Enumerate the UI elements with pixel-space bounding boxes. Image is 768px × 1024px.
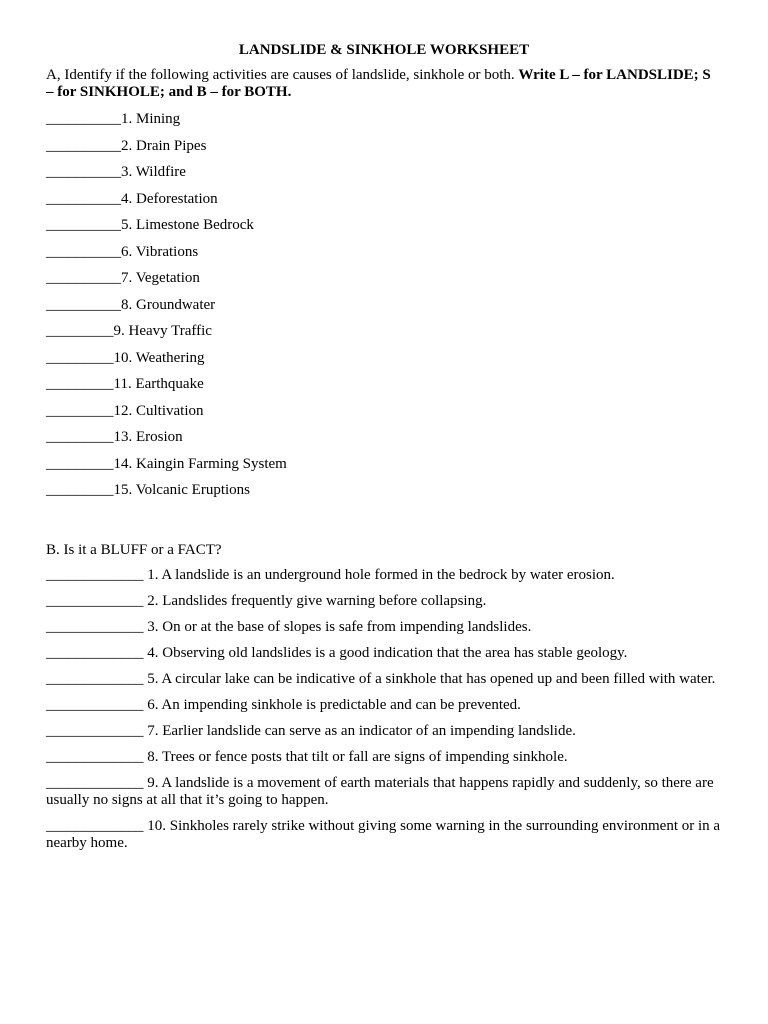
section-a-item-1 [46,110,722,128]
answer-blank[interactable]: _____________ [46,567,144,583]
statement-text: 6. An impending sinkhole is predictable and can be prevented. [143,697,521,713]
section-b-title: B. Is it a BLUFF or a FACT? [46,542,222,558]
worksheet-page [46,40,722,861]
item-text: 3. Wildfire [121,164,186,180]
answer-blank[interactable]: _____________ [46,749,144,765]
statement-text: 7. Earlier landslide can serve as an indicator of an impending landslide. [143,723,576,739]
answer-blank[interactable]: _________ [46,323,114,339]
item-text: 12. Cultivation [113,402,204,419]
answer-blank[interactable]: __________ [46,137,121,154]
item-text: 15. Volcanic Eruptions [113,482,251,498]
answer-blank[interactable]: _____________ [46,723,144,739]
statement-text: 5. A circular lake can be indicative of a sinkhole that has opened up and been filled with water. [143,671,716,687]
statement-text: 10. Sinkholes rarely strike without giving some warning in the surrounding environment or in a nearby home. [46,818,721,851]
answer-blank[interactable]: __________ [46,190,121,207]
section-b-list [46,567,722,852]
section-b-item-1 [46,567,722,584]
answer-blank[interactable]: _____________ [46,697,144,713]
section-a-item-5 [46,216,722,234]
answer-blank[interactable]: _____________ [46,671,144,687]
section-b-item-5 [46,671,722,688]
item-text: 8. Groundwater [121,296,216,313]
statement-text: 1. A landslide is an underground hole formed in the bedrock by water erosion. [143,567,615,583]
answer-blank[interactable]: _________ [46,402,114,419]
answer-blank[interactable]: __________ [46,164,121,180]
answer-blank[interactable]: _________ [46,376,114,392]
worksheet-title: LANDSLIDE & SINKHOLE WORKSHEET [238,42,530,58]
section-b-item-7 [46,723,722,740]
item-text: 7. Vegetation [121,270,200,286]
section-a-instruction-key: Write L – for LANDSLIDE; S – for SINKHOLE; and B – for BOTH. [46,67,711,100]
section-a-list [46,110,722,499]
section-b-item-8 [46,749,722,766]
answer-blank[interactable]: __________ [46,270,121,286]
section-a-item-3 [46,163,722,181]
statement-text: 3. On or at the base of slopes is safe from impending landslides. [143,619,532,635]
answer-blank[interactable]: _________ [46,349,114,366]
item-text: 5. Limestone Bedrock [121,217,254,233]
section-b-item-9 [46,775,722,809]
section-a-instruction-text: A, Identify if the following activities are causes of landslide, sinkhole or both. [46,67,519,83]
statement-text: 8. Trees or fence posts that tilt or fall are signs of impending sinkhole. [143,749,568,765]
statement-text: 2. Landslides frequently give warning before collapsing. [143,593,487,609]
section-a-item-14 [46,455,722,473]
answer-blank[interactable]: _____________ [46,593,144,609]
section-b-item-2 [46,593,722,610]
item-text: 1. Mining [121,111,181,127]
section-b-item-3 [46,619,722,636]
answer-blank[interactable]: __________ [46,296,121,313]
section-a-item-7 [46,269,722,287]
section-a-item-13 [46,428,722,446]
section-a-item-10 [46,349,722,367]
answer-blank[interactable]: _________ [46,455,114,472]
section-a-item-15 [46,481,722,499]
answer-blank[interactable]: _________ [46,429,114,445]
section-a-instructions [46,67,722,101]
section-a-item-9 [46,322,722,340]
item-text: 2. Drain Pipes [121,137,207,154]
section-a-item-6 [46,243,722,261]
answer-blank[interactable]: _____________ [46,775,144,791]
item-text: 6. Vibrations [121,243,199,260]
item-text: 13. Erosion [113,429,183,445]
section-b-item-10 [46,818,722,852]
section-a-item-11 [46,375,722,393]
item-text: 11. Earthquake [113,376,204,392]
statement-text: 9. A landslide is a movement of earth materials that happens rapidly and suddenly, so there are usually no signs at all that it’s going to happen. [46,775,714,808]
answer-blank[interactable]: __________ [46,111,121,127]
answer-blank[interactable]: _____________ [46,645,144,661]
section-b-item-6 [46,697,722,714]
answer-blank[interactable]: __________ [46,217,121,233]
section-a-item-4 [46,190,722,208]
statement-text: 4. Observing old landslides is a good indication that the area has stable geology. [143,645,628,661]
section-a-item-8 [46,296,722,314]
item-text: 10. Weathering [113,349,205,366]
answer-blank[interactable]: _________ [46,482,114,498]
item-text: 9. Heavy Traffic [113,323,212,339]
section-b-item-4 [46,645,722,662]
answer-blank[interactable]: _____________ [46,619,144,635]
section-a-item-12 [46,402,722,420]
item-text: 4. Deforestation [121,190,218,207]
answer-blank[interactable]: _____________ [46,818,144,834]
answer-blank[interactable]: __________ [46,243,121,260]
item-text: 14. Kaingin Farming System [113,455,287,472]
section-a-item-2 [46,137,722,155]
